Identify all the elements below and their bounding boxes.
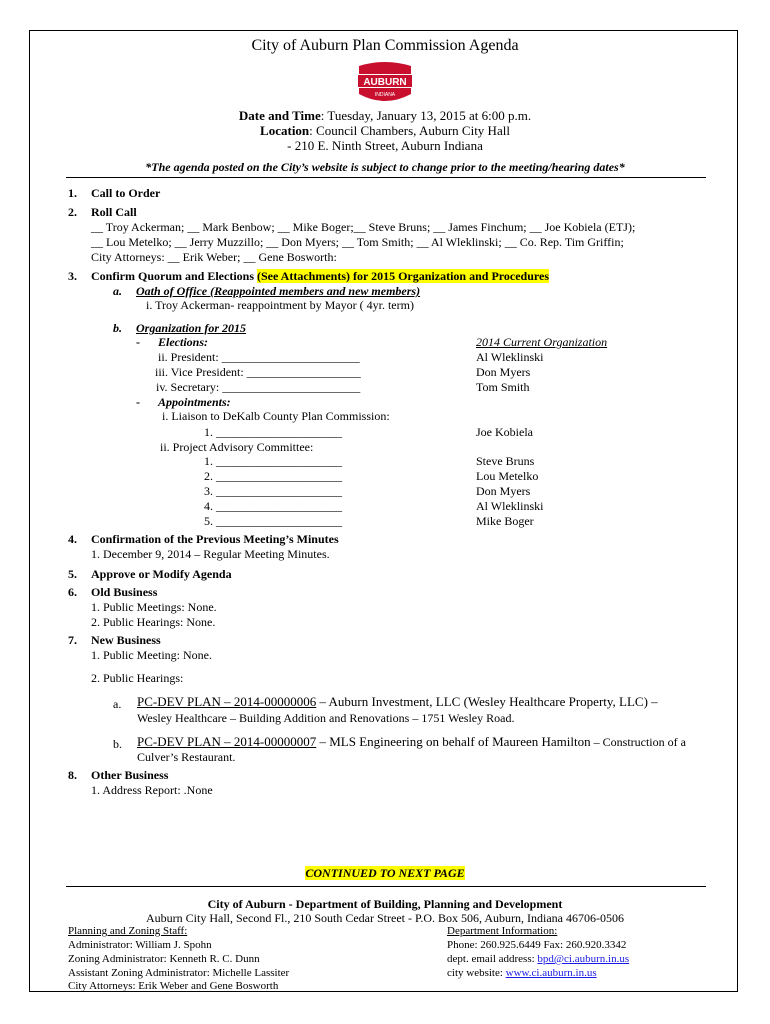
location: Location: Council Chambers, Auburn City Hall [260, 123, 510, 138]
staff-line: Administrator: William J. Spohn [68, 939, 212, 951]
oath-item: i. Troy Ackerman- reappointment by Mayor ( 4yr. term) [146, 298, 414, 312]
hearing-2-detail: Culver’s Restaurant. [137, 750, 236, 764]
other-business: Other Business [91, 768, 169, 782]
phone-fax: Phone: 260.925.6449 Fax: 260.920.3342 [447, 939, 627, 951]
vice-president-line: iii. Vice President: ___________________ [155, 365, 361, 379]
item-number: 5. [68, 567, 77, 581]
elections-label: Elections: [158, 335, 208, 349]
new-business-item: 1. Public Meeting: None. [91, 648, 212, 662]
staff-line: City Attorneys: Erik Weber and Gene Bosworth [68, 980, 279, 992]
logo-subtext: INDIANA [374, 92, 396, 98]
pac-line: 3. _____________________ [204, 484, 342, 498]
staff-title: Planning and Zoning Staff: [68, 925, 188, 937]
pac-line: 2. _____________________ [204, 469, 342, 483]
page-title: City of Auburn Plan Commission Agenda [251, 37, 519, 54]
pac-name: Lou Metelko [476, 469, 539, 483]
liaison-heading: i. Liaison to DeKalb County Plan Commission: [162, 409, 390, 423]
website-line: city website: www.ci.auburn.in.us [447, 967, 597, 979]
minutes-item: 1. December 9, 2014 – Regular Meeting Minutes. [91, 547, 330, 561]
header-divider [66, 177, 706, 178]
item-number: 2. [68, 205, 77, 219]
pac-line: 1. _____________________ [204, 454, 342, 468]
item-number: 3. [68, 269, 77, 283]
president-line: ii. President: _______________________ [158, 350, 360, 364]
sub-label: a. [113, 284, 122, 298]
roll-line: __ Troy Ackerman; __ Mark Benbow; __ Mike Boger;__ Steve Bruns; __ James Finchum; __ Joe Kobiela (ETJ); [91, 220, 636, 234]
current-organization-heading: 2014 Current Organization [476, 335, 608, 349]
item-number: 4. [68, 532, 77, 546]
approve-agenda: Approve or Modify Agenda [91, 567, 232, 581]
secretary-line: iv. Secretary: _______________________ [156, 380, 361, 394]
pac-heading: ii. Project Advisory Committee: [160, 440, 314, 454]
roll-line: City Attorneys: __ Erik Weber; __ Gene Bosworth: [91, 250, 337, 264]
new-business-item: 2. Public Hearings: [91, 671, 184, 685]
hearing-1-detail: Wesley Healthcare – Building Addition and Renovations – 1751 Wesley Road. [137, 711, 515, 725]
case-link-2[interactable]: PC-DEV PLAN – 2014-00000007 [137, 734, 317, 749]
pac-name: Mike Boger [476, 514, 534, 528]
logo-text: AUBURN [363, 77, 407, 88]
secretary-name: Tom Smith [476, 380, 530, 394]
auburn-logo [355, 60, 415, 106]
item-number: 8. [68, 768, 77, 782]
website-link[interactable]: www.ci.auburn.in.us [505, 967, 597, 979]
pac-line: 5. _____________________ [204, 514, 342, 528]
liaison-line: 1. _____________________ [204, 425, 342, 439]
address: - 210 E. Ninth Street, Auburn Indiana [287, 138, 483, 153]
hearing-1: PC-DEV PLAN – 2014-00000006 – Auburn Investment, LLC (Wesley Healthcare Property, LLC) – [137, 694, 658, 709]
pac-name: Steve Bruns [476, 454, 535, 468]
item-number: 1. [68, 186, 77, 200]
oath-of-office: Oath of Office (Reappointed members and new members) [136, 284, 421, 298]
previous-minutes: Confirmation of the Previous Meeting’s Minutes [91, 532, 339, 546]
roll-call: Roll Call [91, 205, 137, 219]
email-line: dept. email address: bpd@ci.auburn.in.us [447, 953, 630, 965]
appointments-label: Appointments: [158, 395, 231, 409]
department-address: Auburn City Hall, Second Fl., 210 South Cedar Street - P.O. Box 506, Auburn, Indiana 46706-0506 [146, 911, 624, 925]
page-border [29, 30, 738, 992]
item-number: 6. [68, 585, 77, 599]
pac-name: Al Wleklinski [476, 499, 544, 513]
roll-line: __ Lou Metelko; __ Jerry Muzzillo; __ Don Myers; __ Tom Smith; __ Al Wleklinski; __ Co. Rep. Tim Griffin; [91, 235, 624, 249]
old-business-item: 1. Public Meetings: None. [91, 600, 217, 614]
staff-line: Assistant Zoning Administrator: Michelle Lassiter [68, 967, 290, 979]
email-link[interactable]: bpd@ci.auburn.in.us [537, 953, 630, 965]
vice-president-name: Don Myers [476, 365, 531, 379]
info-title: Department Information: [447, 925, 558, 937]
new-business: New Business [91, 633, 161, 647]
confirm-quorum: Confirm Quorum and Elections (See Attachments) for 2015 Organization and Procedures [91, 269, 549, 283]
attachments-highlight: (See Attachments) for 2015 Organization and Procedures [257, 269, 549, 283]
organization-2015: Organization for 2015 [136, 321, 247, 335]
footer-divider [66, 886, 706, 887]
hearing-2: PC-DEV PLAN – 2014-00000007 – MLS Engineering on behalf of Maureen Hamilton – Construction of a [137, 734, 686, 749]
case-link-1[interactable]: PC-DEV PLAN – 2014-00000006 [137, 694, 317, 709]
department-name: City of Auburn - Department of Building, Planning and Development [207, 897, 563, 911]
dash: - [136, 335, 140, 349]
other-business-item: 1. Address Report: .None [91, 783, 213, 797]
dash: - [136, 395, 140, 409]
pac-line: 4. _____________________ [204, 499, 342, 513]
liaison-name: Joe Kobiela [476, 425, 533, 439]
call-to-order: Call to Order [91, 186, 161, 200]
sub-label: b. [113, 321, 122, 335]
notice: *The agenda posted on the City’s website is subject to change prior to the meeting/hearing dates* [145, 160, 625, 174]
item-number: 7. [68, 633, 77, 647]
continued-notice: CONTINUED TO NEXT PAGE [305, 866, 465, 880]
old-business: Old Business [91, 585, 158, 599]
old-business-item: 2. Public Hearings: None. [91, 615, 216, 629]
sub-label: b. [113, 737, 122, 751]
date-time: Date and Time: Tuesday, January 13, 2015 at 6:00 p.m. [238, 108, 532, 123]
president-name: Al Wleklinski [476, 350, 544, 364]
sub-label: a. [113, 697, 122, 711]
staff-line: Zoning Administrator: Kenneth R. C. Dunn [68, 953, 260, 965]
pac-name: Don Myers [476, 484, 531, 498]
